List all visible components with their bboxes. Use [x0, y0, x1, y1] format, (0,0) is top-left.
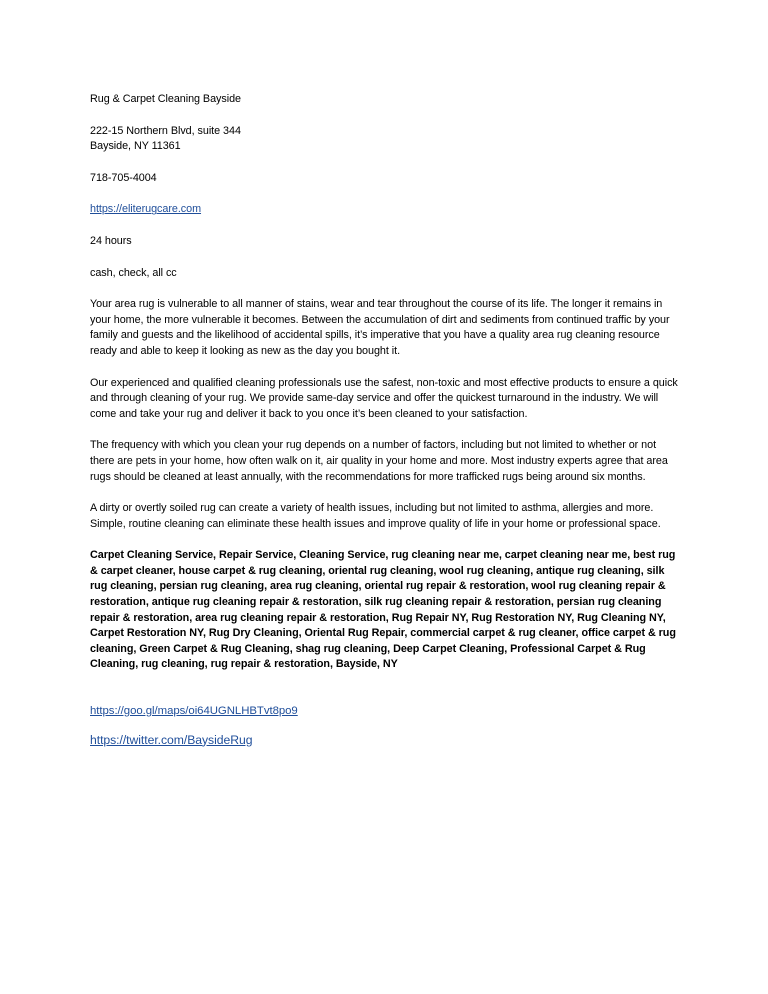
- paragraph-rug-vulnerability: Your area rug is vulnerable to all manner of stains, wear and tear throughout the course of its life. The longer it remains in your home, the more vulnerable it becomes. Between the accumulation of dirt and sediments from continued traffic by your family and guests and the likelihood of accidental spills, it’s imperative that you have a quality area rug cleaning resource ready and able to keep it looking as new as the day you bought it.: [90, 298, 670, 357]
- paragraph-health: A dirty or overtly soiled rug can create a variety of health issues, including but not limited to asthma, allergies and more. Simple, routine cleaning can eliminate these health issues and improve quality of life in your home or professional space.: [90, 502, 661, 530]
- business-name: Rug & Carpet Cleaning Bayside: [90, 93, 241, 105]
- address-line-2: Bayside, NY 11361: [90, 140, 181, 153]
- phone-number: 718-705-4004: [90, 171, 157, 184]
- website-link-row: [90, 202, 682, 218]
- paragraph-frequency: The frequency with which you clean your rug depends on a number of factors, including but not limited to whether or not there are pets in your home, how often walk on it, air quality in your home and more. Most industry experts agree that area rugs should be cleaned at least annually, with the recommendations for more trafficked rugs being around six months.: [90, 439, 668, 483]
- maps-link[interactable]: https://goo.gl/maps/oi64UGNLHBTvt8po9: [90, 705, 298, 718]
- maps-link-row: [90, 704, 682, 720]
- business-hours: 24 hours: [90, 234, 132, 247]
- website-link[interactable]: https://eliterugcare.com: [90, 203, 202, 216]
- twitter-link-row: [90, 733, 682, 749]
- paragraph-professionals: Our experienced and qualified cleaning professionals use the safest, non-toxic and most effective products to ensure a quick and through cleaning of your rug. We provide same-day service and offer the quickest turnaround in the industry. We will come and take your rug and deliver it back to you once it’s been cleaned to your satisfaction.: [90, 376, 678, 420]
- keywords-paragraph: Carpet Cleaning Service, Repair Service, Cleaning Service, rug cleaning near me, carpet cleaning near me, best rug & carpet cleaner, house carpet & rug cleaning, oriental rug cleaning, wool rug cleaning, antique rug cleaning, silk rug cleaning, persian rug cleaning, area rug cleaning, oriental rug repair & restoration, wool rug cleaning repair & restoration, antique rug cleaning repair & restoration, silk rug cleaning repair & restoration, persian rug cleaning repair & restoration, area rug cleaning repair & restoration, Rug Repair NY, Rug Restoration NY, Rug Cleaning NY, Carpet Restoration NY, Rug Dry Cleaning, Oriental Rug Repair, commercial carpet & rug cleaner, office carpet & rug cleaning, Green Carpet & Rug Cleaning, shag rug cleaning, Deep Carpet Cleaning, Professional Carpet & Rug Cleaning, rug cleaning, rug repair & restoration, Bayside, NY: [90, 549, 676, 671]
- document-body: [90, 92, 682, 748]
- payment-methods: cash, check, all cc: [90, 266, 177, 279]
- address-block: [90, 124, 682, 155]
- twitter-link[interactable]: https://twitter.com/BaysideRug: [90, 732, 253, 747]
- address-line-1: 222-15 Northern Blvd, suite 344: [90, 124, 241, 137]
